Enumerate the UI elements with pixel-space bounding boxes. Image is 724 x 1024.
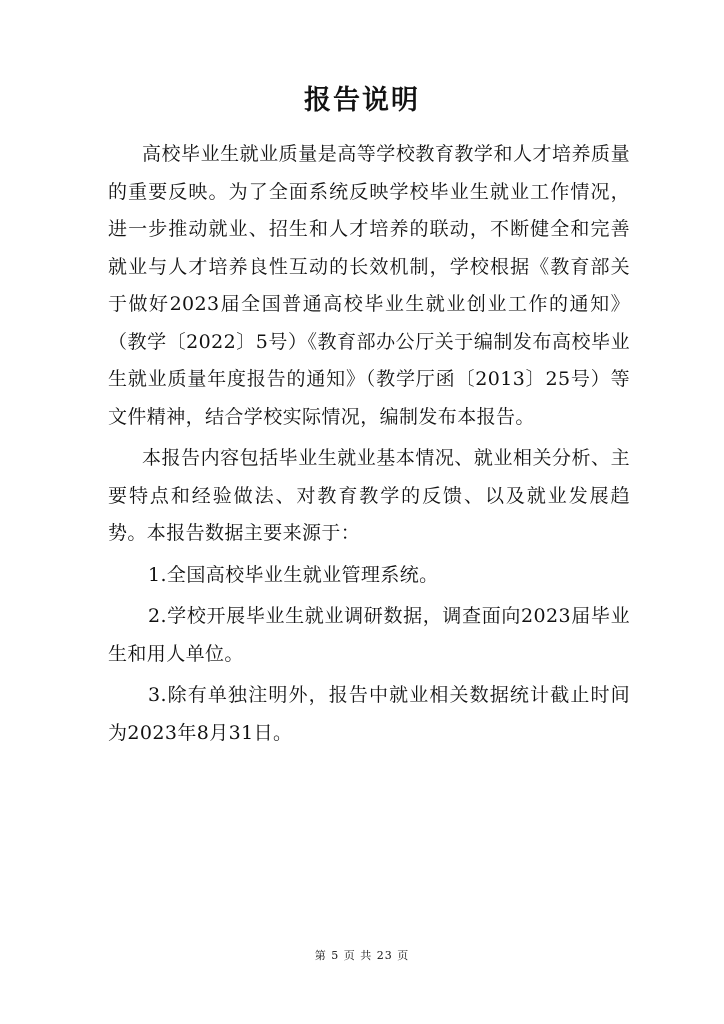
- document-body: [108, 136, 630, 752]
- list-item-source-3: 3.除有单独注明外，报告中就业相关数据统计截止时间为2023年8月31日。: [108, 684, 630, 744]
- page-title: 报告说明: [304, 85, 420, 116]
- paragraph-content-sources: 本报告内容包括毕业生就业基本情况、就业相关分析、主要特点和经验做法、对教育教学的反馈、以及就业发展趋势。本报告数据主要来源于：: [108, 447, 630, 544]
- list-item-source-1: 1.全国高校毕业生就业管理系统。: [148, 563, 439, 586]
- list-item-source-2: 2.学校开展毕业生就业调研数据，调查面向2023届毕业生和用人单位。: [108, 605, 630, 665]
- page-footer: 第 5 页 共 23 页: [314, 949, 410, 962]
- paragraph-intro: 高校毕业生就业质量是高等学校教育教学和人才培养质量的重要反映。为了全面系统反映学校毕业生就业工作情况，进一步推动就业、招生和人才培养的联动，不断健全和完善就业与人才培养良性互动的长效机制，学校根据《教育部关于做好2023届全国普通高校毕业生就业创业工作的通知》（教学〔2022〕5号）《教育部办公厅关于编制发布高校毕业生就业质量年度报告的通知》（教学厅函〔2013〕25号）等文件精神，结合学校实际情况，编制发布本报告。: [108, 143, 630, 428]
